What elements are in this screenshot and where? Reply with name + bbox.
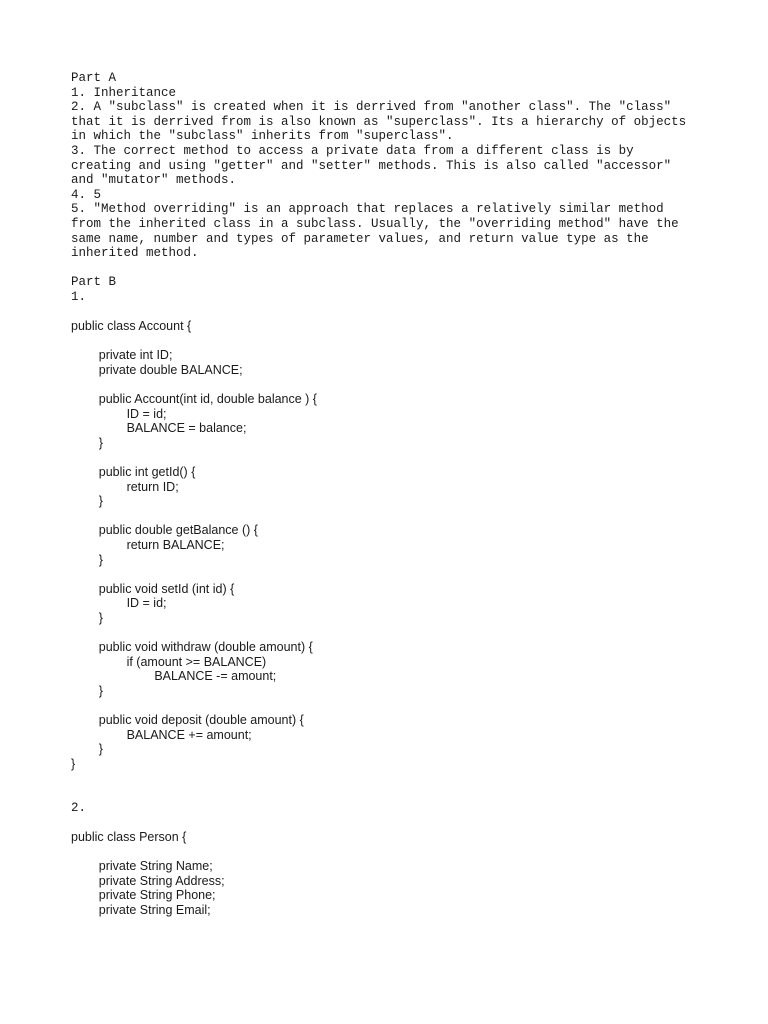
- part-a-item-3: 3. The correct method to access a private data from a different class is by creating and using "getter" and "setter" methods. This is also called "accessor" and "mutator" methods.: [71, 143, 672, 188]
- part-a-item-5: 5. "Method overriding" is an approach that replaces a relatively similar method from the inherited class in a subclass. Usually, the "overriding method" have the same name, number and types of parameter values, and return value type as the inherited method.: [71, 202, 679, 261]
- document-content: [71, 71, 731, 917]
- part-a-item-4: 4. 5: [71, 187, 102, 202]
- section-spacer: [71, 261, 731, 276]
- spacer: [71, 772, 731, 801]
- question-2-label: 2.: [71, 800, 87, 815]
- part-a-item-2: 2. A "subclass" is created when it is derrived from "another class". The "class" that it is derrived from is also known as "superclass". Its a hierarchy of objects in which the "subclass" inherits from "superclass".: [71, 100, 687, 144]
- account-class-code: public class Account { private int ID; private double BALANCE; public Account(int id, double balance ) { ID = id; BALANCE = balance; } public int getId() { return ID; } public double getBalance () { return BALANCE; } public void setId (int id) { ID = id; } public void withdraw (double amount) { if (amount >= BALANCE) BALANCE -= amount; } public void deposit (double amount) { BALANCE += amount; } }: [71, 319, 317, 771]
- part-a-heading: Part A: [71, 71, 117, 85]
- spacer: [71, 305, 731, 320]
- part-b-section: [71, 275, 731, 917]
- part-a-section: [71, 71, 731, 261]
- part-b-heading: Part B: [71, 275, 117, 290]
- spacer: [71, 815, 731, 830]
- part-a-item-1: 1. Inheritance: [71, 85, 177, 100]
- person-class-code: public class Person { private String Name; private String Address; private String Phone; private String Email;: [71, 829, 225, 917]
- question-1-label: 1.: [71, 289, 87, 304]
